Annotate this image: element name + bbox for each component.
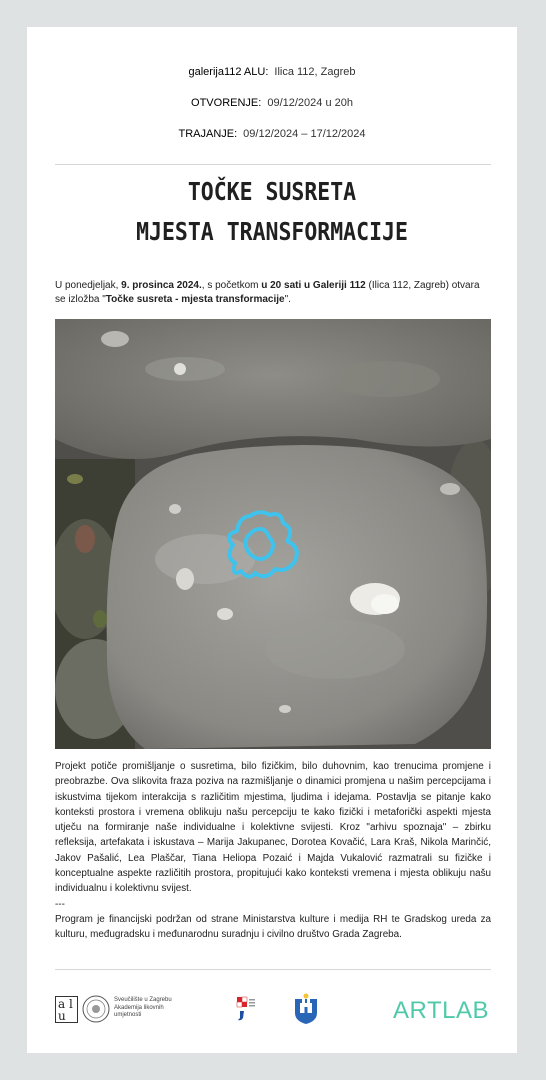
university-line-2: Akademija likovnih	[114, 1004, 164, 1011]
poster-card	[27, 27, 517, 1053]
opening-key: OTVORENJE:	[191, 97, 262, 109]
university-line-1: Sveučilište u Zagrebu	[114, 997, 172, 1003]
duration-key: TRAJANJE:	[178, 128, 238, 140]
intro-part-3: (Ilica 112, Zagreb) otvara se izložba "	[55, 280, 480, 305]
bottom-divider	[55, 969, 491, 970]
stone-photo	[55, 319, 491, 749]
gallery-line	[27, 65, 517, 80]
intro-text	[55, 279, 491, 307]
top-divider	[55, 164, 491, 165]
intro-part-4: ".	[284, 294, 291, 305]
separator: ---	[55, 898, 65, 910]
opening-line	[27, 96, 517, 111]
description	[55, 759, 491, 943]
gallery-key: galerija112 ALU:	[188, 66, 269, 78]
intro-exhibition-name: Točke susreta - mjesta transformacije	[105, 294, 285, 305]
title-line-2: MJESTA TRANSFORMACIJE	[136, 217, 408, 246]
crest-icon	[293, 993, 319, 1025]
intro-time-place: u 20 sati u Galeriji 112	[261, 280, 366, 291]
seal-icon	[82, 995, 110, 1023]
artlab-logo-icon	[393, 999, 489, 1023]
description-paragraph: Projekt potiče promišljanje o susretima, bilo fizičkim, bilo duhovnim, kao trenucima promjene i preobrazbe. Ova slikovita fraza poziva na razmišljanje o dinamici promjena u našim percepcijama i iskustvima tijekom interakcija s različitim mjestima, ljudima i idejama. Postavlja se pitanje kako konteksti prostora i vremena oblikuju našu percepciju te kako fizički i metaforički aspekti mjesta utječu na formiranje naše individualne i kolektivne svijesti. Kroz "arhivu spoznaja" – zbirku refleksija, artefakata i iskustava – Marija Jakupanec, Dorotea Kovačić, Lara Kraš, Nikola Marinčić, Jakov Pašalić, Lea Plaščar, Tiana Heliopa Pozaić i Majda Vukalović razmatrali su fizičke i konceptualne aspekte različitih prostora, propitujući kako konteksti vremena i mjesta oblikuju našu individualnu i kolektivnu svijest.	[55, 761, 491, 895]
duration-value: 09/12/2024 – 17/12/2024	[243, 128, 366, 140]
intro-part-2: , s početkom	[201, 280, 262, 291]
duration-line	[27, 127, 517, 142]
event-info	[27, 65, 517, 158]
artlab-word-1: ART	[393, 997, 443, 1024]
alu-logo: a l u	[55, 996, 78, 1023]
funding-note: Program je financijski podržan od strane Ministarstva kulture i medija RH te Gradskog ureda za kulturu, međugradsku i međunarodnu suradnju i civilno društvo Grada Zagreba.	[55, 913, 491, 941]
university-line-3: umjetnosti	[114, 1012, 142, 1018]
opening-value: 09/12/2024 u 20h	[267, 97, 353, 109]
title-line-1: TOČKE SUSRETA	[187, 177, 357, 206]
footer-logos	[55, 993, 491, 1029]
ministry-logo-icon	[231, 994, 261, 1024]
artlab-word-2: LAB	[442, 997, 489, 1024]
gallery-value: Ilica 112, Zagreb	[274, 66, 356, 78]
university-text	[114, 997, 184, 1020]
stone-photo-graphic	[55, 319, 491, 749]
intro-part-1: U ponedjeljak,	[55, 280, 122, 291]
intro-date: 9. prosinca 2024.	[121, 280, 202, 291]
